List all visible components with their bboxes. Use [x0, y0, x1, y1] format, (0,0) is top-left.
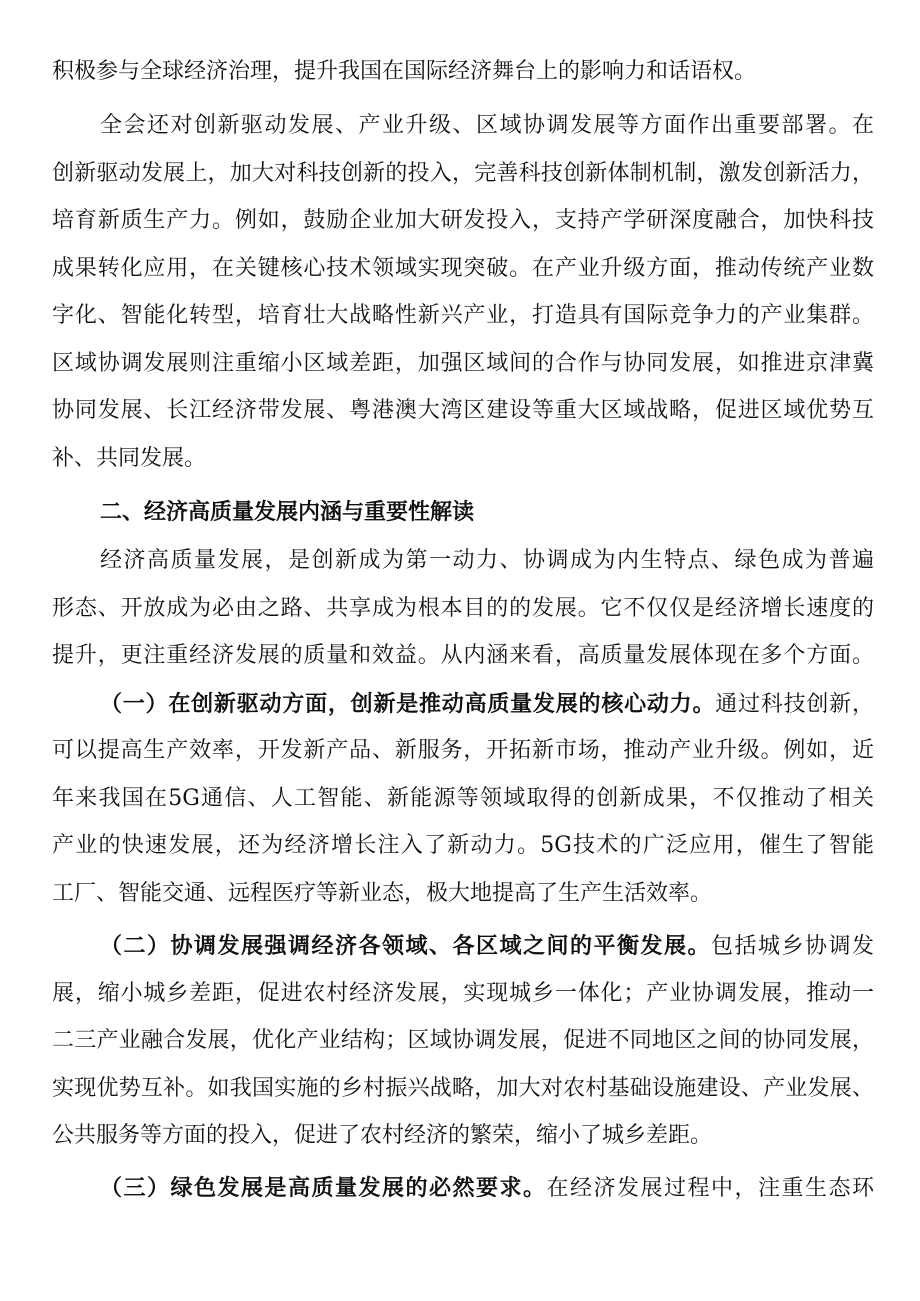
- sentence-text: 在经济发展过程中，注重生态环: [546, 1176, 874, 1201]
- paragraph-line: [100, 686, 874, 722]
- paragraph-line: 形态、开放成为必由之路、共享成为根本目的的发展。它不仅仅是经济增长速度的: [52, 596, 874, 621]
- paragraph-line: 产业的快速发展，还为经济增长注入了新动力。5G技术的广泛应用，催生了智能: [52, 833, 874, 858]
- bold-lead-sentence: （一）在创新驱动方面，创新是推动高质量发展的核心动力。: [100, 691, 716, 717]
- sentence-text: 通过科技创新，: [715, 692, 874, 717]
- paragraph-line: 实现优势互补。如我国实施的乡村振兴战略，加大对农村基础设施建设、产业发展、: [52, 1076, 874, 1101]
- paragraph-line: 协同发展、长江经济带发展、粤港澳大湾区建设等重大区域战略，促进区域优势互: [52, 398, 874, 423]
- paragraph-line: 全会还对创新驱动发展、产业升级、区域协调发展等方面作出重要部署。在: [100, 113, 874, 138]
- bold-lead-sentence: （三）绿色发展是高质量发展的必然要求。: [100, 1175, 547, 1201]
- paragraph-line: 经济高质量发展，是创新成为第一动力、协调成为内生特点、绿色成为普遍: [100, 548, 874, 573]
- section-heading: 二、经济高质量发展内涵与重要性解读: [100, 499, 475, 525]
- sentence-text: 包括城乡协调发: [710, 934, 874, 959]
- paragraph-line: 补、共同发展。: [52, 446, 207, 471]
- paragraph-line: 年来我国在5G通信、人工智能、新能源等领域取得的创新成果，不仅推动了相关: [52, 786, 874, 811]
- paragraph-line: 二三产业融合发展，优化产业结构；区域协调发展，促进不同地区之间的协同发展，: [52, 1028, 874, 1053]
- paragraph-line: 成果转化应用，在关键核心技术领域实现突破。在产业升级方面，推动传统产业数: [52, 256, 874, 281]
- paragraph-line: 创新驱动发展上，加大对科技创新的投入，完善科技创新体制机制，激发创新活力，: [52, 161, 874, 186]
- bold-lead-sentence: （二）协调发展强调经济各领域、各区域之间的平衡发展。: [100, 933, 711, 959]
- paragraph-line: 提升，更注重经济发展的质量和效益。从内涵来看，高质量发展体现在多个方面。: [52, 643, 874, 668]
- paragraph-line: 培育新质生产力。例如，鼓励企业加大研发投入，支持产学研深度融合，加快科技: [52, 208, 874, 233]
- paragraph-line: [100, 1170, 874, 1206]
- paragraph-line: 工厂、智能交通、远程医疗等新业态，极大地提高了生产生活效率。: [52, 881, 713, 906]
- paragraph-line: 积极参与全球经济治理，提升我国在国际经济舞台上的影响力和话语权。: [52, 59, 757, 84]
- paragraph-line: 展，缩小城乡差距，促进农村经济发展，实现城乡一体化；产业协调发展，推动一: [52, 981, 874, 1006]
- paragraph-line: [100, 928, 874, 964]
- paragraph-line: 公共服务等方面的投入，促进了农村经济的繁荣，缩小了城乡差距。: [52, 1123, 713, 1148]
- paragraph-line: 可以提高生产效率，开发新产品、新服务，开拓新市场，推动产业升级。例如，近: [52, 738, 874, 763]
- paragraph-line: 字化、智能化转型，培育壮大战略性新兴产业，打造具有国际竞争力的产业集群。: [52, 303, 874, 328]
- paragraph-line: 区域协调发展则注重缩小区域差距，加强区域间的合作与协同发展，如推进京津冀: [52, 351, 874, 376]
